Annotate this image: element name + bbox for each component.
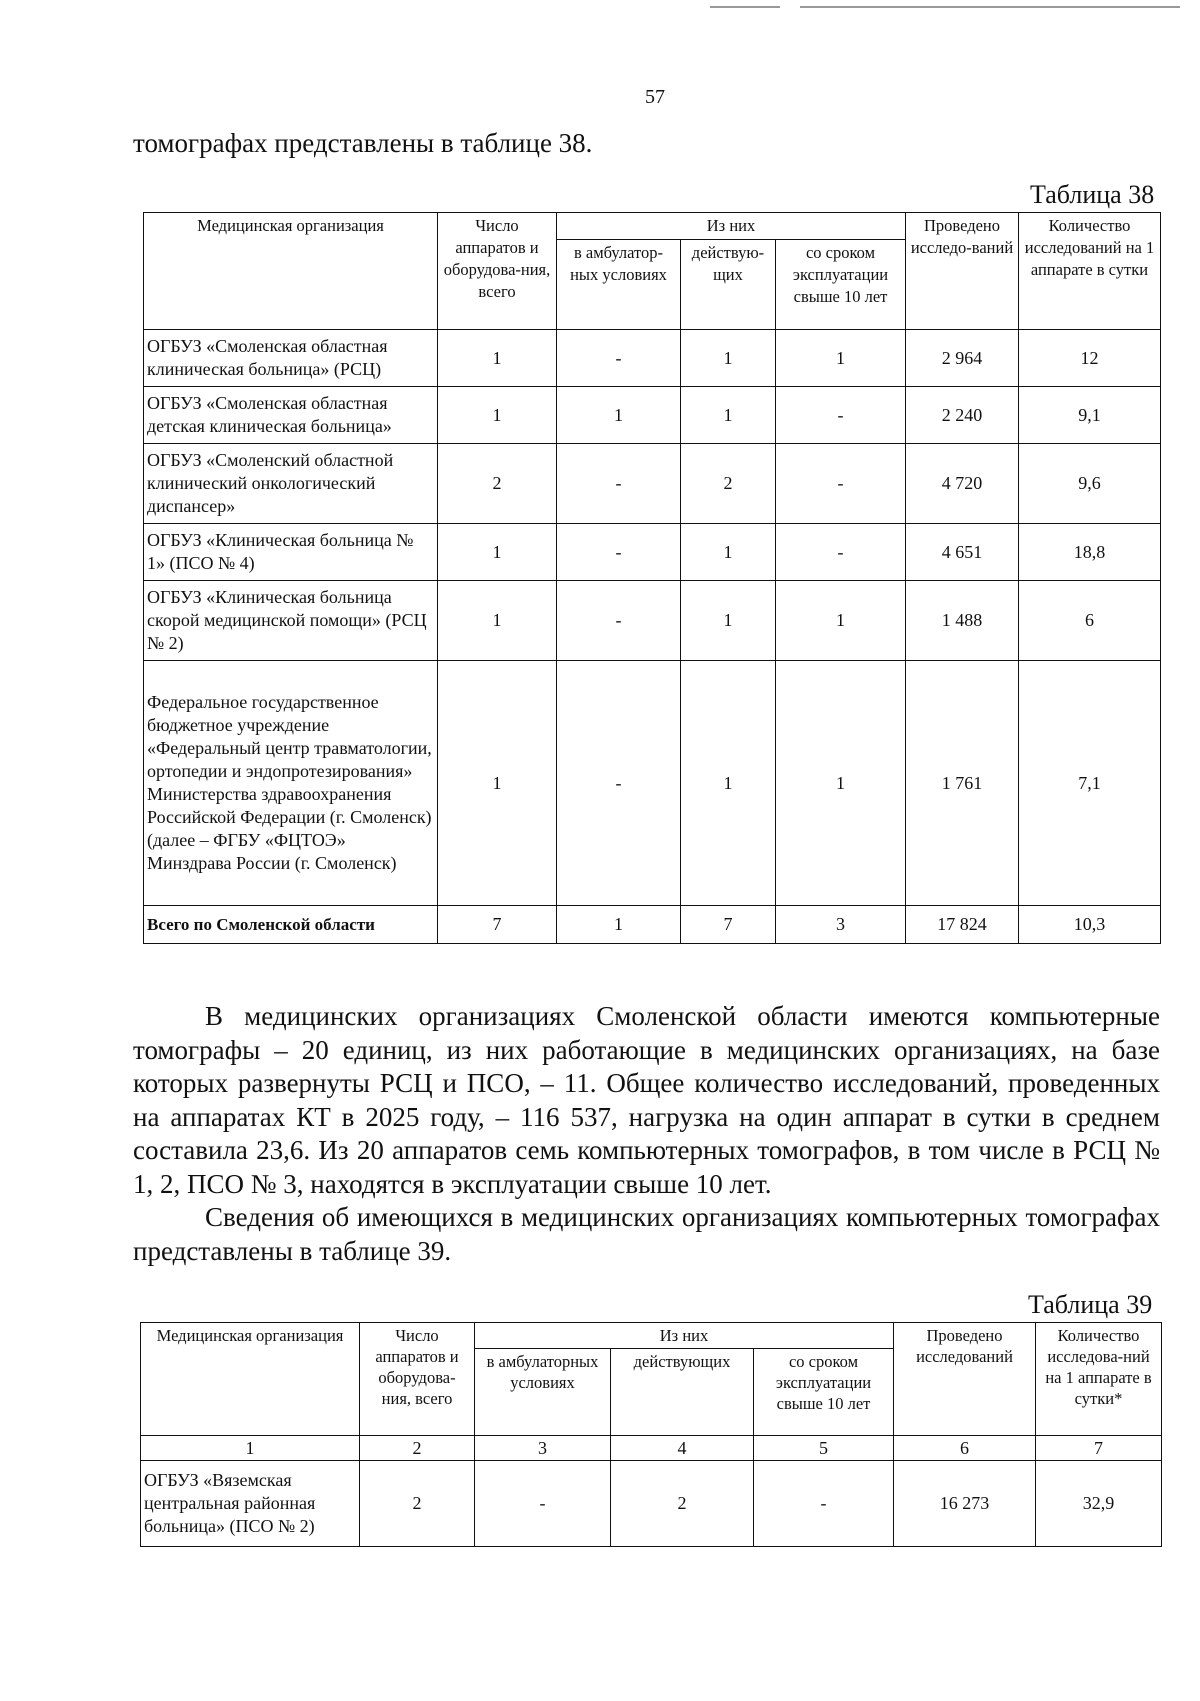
- cell-active: 1: [681, 524, 776, 581]
- cell-per-day: 7,1: [1019, 661, 1161, 906]
- cell-ambulatory: -: [557, 524, 681, 581]
- cell-count: 1: [438, 387, 557, 444]
- cell-ambulatory: -: [557, 581, 681, 661]
- header-over10: со сроком эксплуатации свыше 10 лет: [754, 1349, 894, 1436]
- header-per-day: Количество исследова-ний на 1 аппарате в сутки*: [1036, 1323, 1162, 1436]
- cell-over10: -: [776, 387, 906, 444]
- header-studies: Проведено исследо-ваний: [906, 213, 1019, 330]
- org-name: ОГБУЗ «Клиническая больница № 1» (ПСО № 4): [144, 524, 438, 581]
- header-per-day: Количество исследований на 1 аппарате в сутки: [1019, 213, 1161, 330]
- cell-over10: 1: [776, 581, 906, 661]
- header-count: Число аппаратов и оборудова-ния, всего: [438, 213, 557, 330]
- cell-studies: 4 720: [906, 444, 1019, 524]
- cell-count: 7: [438, 906, 557, 944]
- cell-ambulatory: -: [475, 1461, 611, 1547]
- header-of-them: Из них: [475, 1323, 894, 1349]
- cell-over10: 1: [776, 330, 906, 387]
- column-number: 7: [1036, 1436, 1162, 1461]
- table-row: [141, 1461, 1162, 1547]
- header-ambulatory: в амбулатор-ных условиях: [557, 240, 681, 330]
- scan-edge-line: [710, 6, 780, 8]
- cell-over10: -: [776, 524, 906, 581]
- cell-count: 1: [438, 524, 557, 581]
- org-name: ОГБУЗ «Клиническая больница скорой медицинской помощи» (РСЦ № 2): [144, 581, 438, 661]
- column-number-row: [141, 1436, 1162, 1461]
- table-row: [144, 581, 1161, 661]
- cell-active: 1: [681, 387, 776, 444]
- cell-over10: -: [776, 444, 906, 524]
- cell-over10: 3: [776, 906, 906, 944]
- table-row: [144, 330, 1161, 387]
- intro-line: томографах представлены в таблице 38.: [133, 128, 593, 158]
- page-number: 57: [645, 86, 665, 108]
- cell-per-day: 12: [1019, 330, 1161, 387]
- header-active: действую-щих: [681, 240, 776, 330]
- table-row: [144, 661, 1161, 906]
- cell-ambulatory: -: [557, 330, 681, 387]
- cell-active: 1: [681, 581, 776, 661]
- table-row: [144, 444, 1161, 524]
- cell-studies: 4 651: [906, 524, 1019, 581]
- cell-count: 1: [438, 581, 557, 661]
- org-name: ОГБУЗ «Смоленский областной клинический онкологический диспансер»: [144, 444, 438, 524]
- header-over10: со сроком эксплуатации свыше 10 лет: [776, 240, 906, 330]
- total-label: Всего по Смоленской области: [144, 906, 438, 944]
- table-38: [143, 212, 1161, 944]
- org-name: ОГБУЗ «Смоленская областная детская клиническая больница»: [144, 387, 438, 444]
- column-number: 6: [894, 1436, 1036, 1461]
- cell-studies: 16 273: [894, 1461, 1036, 1547]
- cell-count: 2: [438, 444, 557, 524]
- body-text: [133, 1000, 1160, 1268]
- column-number: 4: [611, 1436, 754, 1461]
- cell-per-day: 9,1: [1019, 387, 1161, 444]
- cell-per-day: 32,9: [1036, 1461, 1162, 1547]
- table-39-caption: Таблица 39: [1028, 1290, 1153, 1319]
- header-of-them: Из них: [557, 213, 906, 240]
- cell-per-day: 18,8: [1019, 524, 1161, 581]
- table-39: [140, 1322, 1162, 1547]
- cell-studies: 17 824: [906, 906, 1019, 944]
- column-number: 1: [141, 1436, 360, 1461]
- header-org: Медицинская организация: [141, 1323, 360, 1436]
- cell-per-day: 6: [1019, 581, 1161, 661]
- scan-edge-line: [800, 6, 1180, 8]
- cell-count: 1: [438, 330, 557, 387]
- column-number: 5: [754, 1436, 894, 1461]
- cell-studies: 1 488: [906, 581, 1019, 661]
- header-count: Число аппаратов и оборудова-ния, всего: [360, 1323, 475, 1436]
- cell-ambulatory: -: [557, 444, 681, 524]
- cell-over10: -: [754, 1461, 894, 1547]
- cell-active: 1: [681, 661, 776, 906]
- table-total-row: [144, 906, 1161, 944]
- cell-studies: 2 964: [906, 330, 1019, 387]
- cell-per-day: 9,6: [1019, 444, 1161, 524]
- cell-active: 2: [611, 1461, 754, 1547]
- cell-studies: 1 761: [906, 661, 1019, 906]
- table-row: [144, 524, 1161, 581]
- table-38-caption: Таблица 38: [1030, 180, 1155, 209]
- column-number: 2: [360, 1436, 475, 1461]
- paragraph: Сведения об имеющихся в медицинских организациях компьютерных томографах представлены в таблице 39.: [133, 1202, 1160, 1266]
- cell-ambulatory: 1: [557, 906, 681, 944]
- cell-count: 2: [360, 1461, 475, 1547]
- cell-over10: 1: [776, 661, 906, 906]
- cell-ambulatory: 1: [557, 387, 681, 444]
- org-name: ОГБУЗ «Вяземская центральная районная больница» (ПСО № 2): [141, 1461, 360, 1547]
- header-studies: Проведено исследований: [894, 1323, 1036, 1436]
- cell-ambulatory: -: [557, 661, 681, 906]
- cell-studies: 2 240: [906, 387, 1019, 444]
- header-active: действующих: [611, 1349, 754, 1436]
- org-name: Федеральное государственное бюджетное учреждение «Федеральный центр травматологии, ортопедии и эндопротезирования» Министерства здравоохранения Российской Федерации (г. Смоленск) (далее – ФГБУ «ФЦТОЭ» Минздрава России (г. Смоленск): [144, 661, 438, 906]
- cell-per-day: 10,3: [1019, 906, 1161, 944]
- column-number: 3: [475, 1436, 611, 1461]
- cell-active: 7: [681, 906, 776, 944]
- header-org: Медицинская организация: [144, 213, 438, 330]
- table-row: [144, 387, 1161, 444]
- header-ambulatory: в амбулаторных условиях: [475, 1349, 611, 1436]
- cell-active: 1: [681, 330, 776, 387]
- cell-count: 1: [438, 661, 557, 906]
- org-name: ОГБУЗ «Смоленская областная клиническая больница» (РСЦ): [144, 330, 438, 387]
- paragraph: В медицинских организациях Смоленской области имеются компьютерные томографы – 20 единиц, из них работающие в медицинских организациях, на базе которых развернуты РСЦ и ПСО, – 11. Общее количество исследований, проведенных на аппаратах КТ в 2025 году, – 116 537, нагрузка на один аппарат в сутки в среднем составила 23,6. Из 20 аппаратов семь компьютерных томографов, в том числе в РСЦ № 1, 2, ПСО № 3, находятся в эксплуатации свыше 10 лет.: [133, 1001, 1160, 1199]
- cell-active: 2: [681, 444, 776, 524]
